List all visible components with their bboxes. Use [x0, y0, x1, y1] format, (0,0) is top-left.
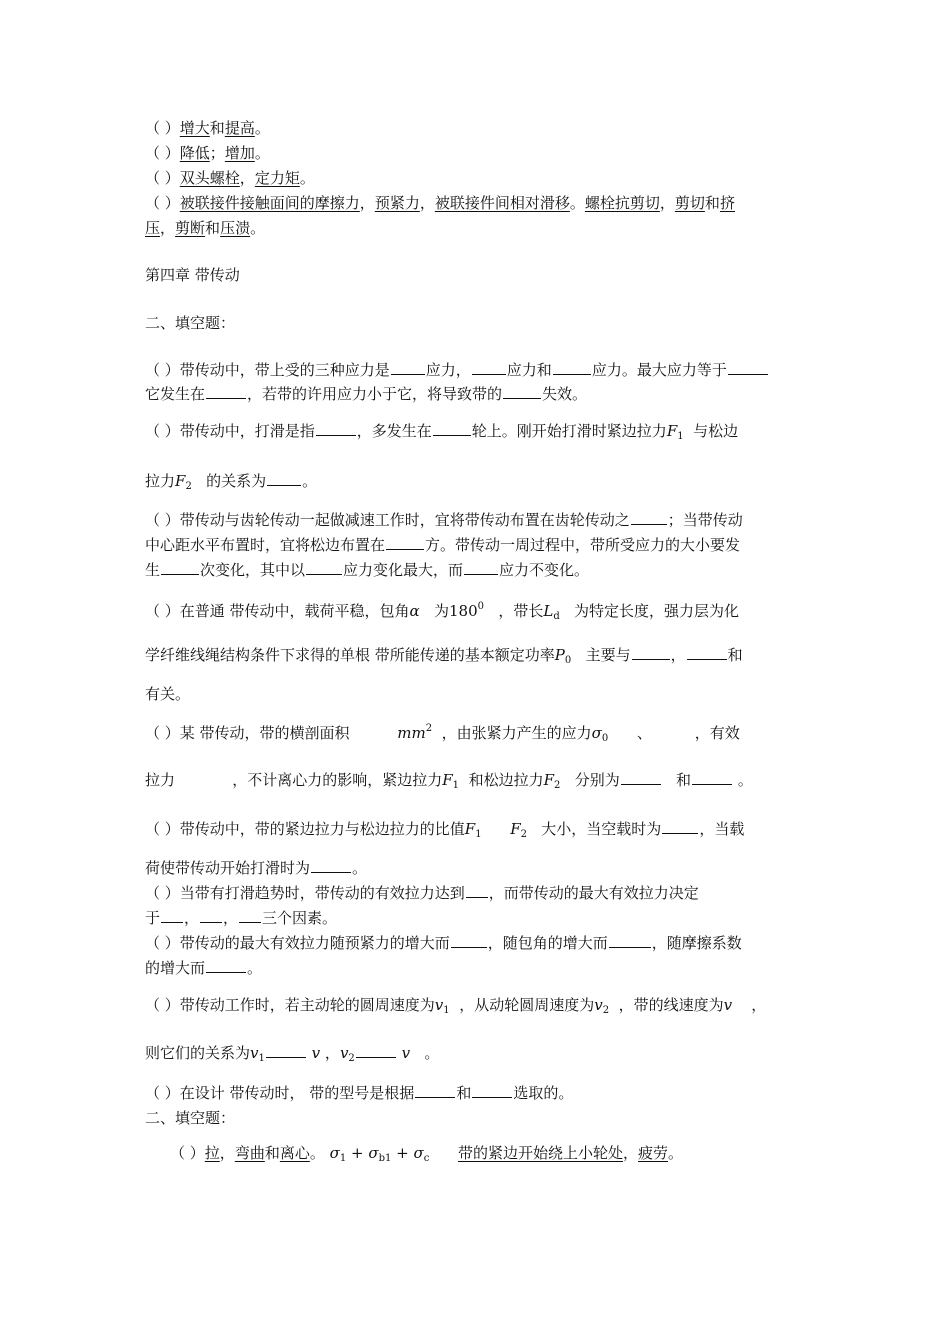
question-8-cont: 的增大而 。 — [145, 959, 263, 977]
question-7: （ ）当带有打滑趋势时，带传动的有效拉力达到 ，而带传动的最大有效拉力决定 — [145, 884, 699, 902]
question-4-cont: 学纤维线绳结构条件下求得的单根 带所能传递的基本额定功率$P_0$ 主要与 ， 和 — [145, 646, 743, 666]
question-6: （ ）带传动中，带的紧边拉力与松边拉力的比值$F_1$ $F_2$ 大小，当空载时为 ，当载 — [145, 820, 745, 840]
question-5-cont: 拉力 ，不计离心力的影响，紧边拉力$F_1$ 和松边拉力$F_2$ 分别为 和 。 — [145, 771, 753, 791]
answer-blank — [161, 560, 199, 575]
chapter-title: 第四章 带传动 — [145, 266, 240, 284]
answer-blank — [306, 560, 342, 575]
answer-blank — [415, 1083, 455, 1098]
answer-blank — [316, 421, 356, 436]
answer-blank — [692, 770, 732, 785]
question-4-cont2: 有关。 — [145, 685, 191, 703]
answer-line-4-cont: 压，剪断和压溃。 — [145, 219, 266, 237]
answer-blank — [472, 360, 506, 375]
answer-blank — [356, 1043, 396, 1058]
answer-blank — [200, 908, 222, 923]
question-3-cont2: 生 次变化，其中以 应力变化最大，而 应力不变化。 — [145, 561, 590, 579]
answer-line-1: （ ）增大和提高。 — [145, 119, 270, 137]
question-4: （ ）在普通 带传动中，载荷平稳，包角α 为$180^0$ ，带长$L_d$ 为特定长度，强力层为化 — [145, 601, 740, 622]
question-3-cont: 中心距水平布置时，宜将松边布置在 方。带传动一周过程中，带所受应力的大小要发 — [145, 536, 741, 554]
answer-blank — [386, 535, 424, 550]
answer-blank — [433, 421, 471, 436]
max-stress-formula: $\sigma_1 + \sigma_{b1} + \sigma_c$ — [329, 1144, 430, 1164]
answer-blank — [206, 958, 246, 973]
answer-blank — [464, 560, 498, 575]
answer-blank — [239, 908, 261, 923]
answer-blank — [466, 883, 488, 898]
answer-blank — [687, 645, 727, 660]
answer-blank — [621, 770, 661, 785]
answer-blank — [553, 360, 591, 375]
question-1: （ ）带传动中，带上受的三种应力是 应力， 应力和 应力。最大应力等于 — [145, 360, 769, 380]
question-5: （ ）某 带传动，带的横剖面积 $mm^2$ ，由张紧力产生的应力$\sigma_0$ 、 ，有效 — [145, 723, 740, 744]
section-title: 二、填空题： — [145, 314, 236, 332]
answer-blank — [728, 360, 768, 375]
answer-blank — [503, 384, 541, 399]
answer-blank — [472, 1083, 512, 1098]
answer-line-2: （ ）降低；增加。 — [145, 144, 270, 162]
question-1-cont: 它发生在 ，若带的许用应力小于它，将导致带的 失效。 — [145, 385, 588, 403]
answer-blank — [609, 933, 651, 948]
question-6-cont: 荷使带传动开始打滑时为 。 — [145, 859, 368, 877]
question-2-cont: 拉力$F_2$ 的关系为 。 — [145, 472, 318, 492]
question-7-cont: 于 ， ， 三个因素。 — [145, 909, 338, 927]
section-title-answers: 二、填空题： — [145, 1109, 236, 1127]
answer-blank — [266, 1043, 306, 1058]
question-10: （ ）在设计 带传动时， 带的型号是根据 和 选取的。 — [145, 1084, 574, 1102]
answer-blank — [311, 858, 351, 873]
question-2: （ ）带传动中，打滑是指 ，多发生在 轮上。刚开始打滑时紧边拉力$F_1$ 与松边 — [145, 422, 739, 442]
question-9: （ ）带传动工作时，若主动轮的圆周速度为$v_1$ ，从动轮圆周速度为$v_2$ ，带的线速度为v ， — [145, 996, 767, 1016]
answer-blank — [267, 471, 301, 486]
answer-blank — [451, 933, 487, 948]
answer-blank — [161, 908, 183, 923]
answer-blank — [206, 384, 246, 399]
question-8: （ ）带传动的最大有效拉力随预紧力的增大而 ，随包角的增大而 ，随摩擦系数 — [145, 934, 742, 952]
question-9-cont: 则它们的关系为$v_1$ v ，$v_2$ v 。 — [145, 1044, 440, 1064]
answer-blank — [662, 819, 698, 834]
question-3: （ ）带传动与齿轮传动一起做减速工作时，宜将带传动布置在齿轮传动之 ；当带传动 — [145, 511, 743, 529]
answer-blank — [631, 510, 667, 525]
answer-blank — [632, 645, 670, 660]
answer-line-final: （ ）拉，弯曲和离心。 $\sigma_1 + \sigma_{b1} + \sigma_c$ 带的紧边开始绕上小轮处，疲劳。 — [170, 1144, 684, 1164]
answer-line-3: （ ）双头螺栓，定力矩。 — [145, 169, 315, 187]
answer-blank — [391, 360, 425, 375]
answer-line-4: （ ）被联接件接触面间的摩擦力，预紧力，被联接件间相对滑移。螺栓抗剪切，剪切和挤 — [145, 194, 735, 212]
